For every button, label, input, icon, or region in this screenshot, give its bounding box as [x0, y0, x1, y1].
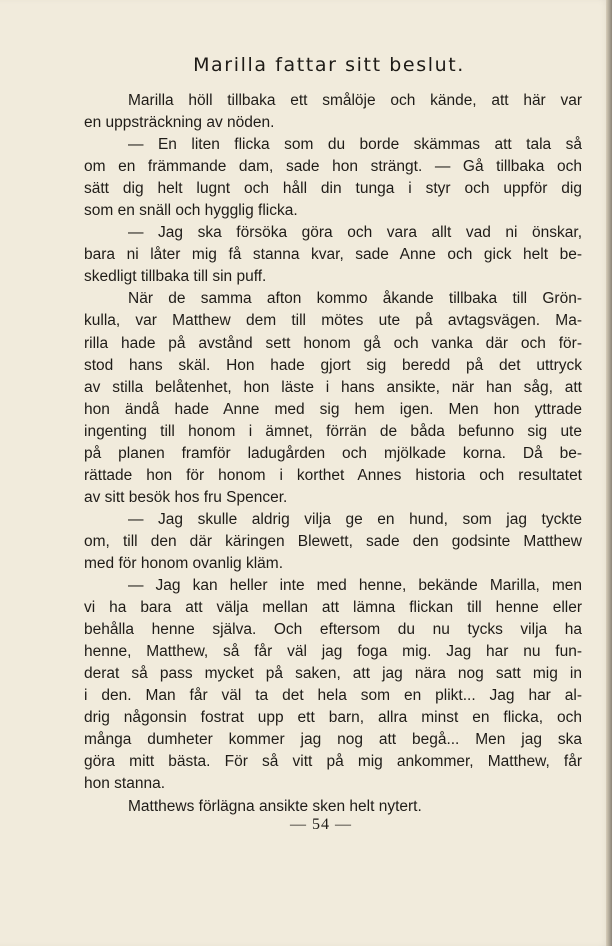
chapter-title: Marilla fattar sitt beslut. [193, 54, 465, 76]
text-line: stod hans skäl. Hon hade gjort sig beredd på det uttryck [84, 356, 582, 374]
text-line: — Jag ska försöka göra och vara allt vad ni önskar, [128, 224, 582, 242]
text-line: sätt dig helt lugnt och håll din tunga i styr och uppför dig [84, 180, 582, 198]
text-line: — En liten flicka som du borde skämmas att tala så [128, 136, 582, 154]
text-line: rättade hon för honom i korthet Annes historia och resultatet [84, 466, 582, 484]
text-line: ingenting till honom i ämnet, förrän de båda befunno sig ute [84, 422, 582, 440]
text-line: kulla, var Matthew dem till mötes ute på avtagsvägen. Ma- [84, 312, 582, 330]
text-line: göra mitt bästa. För så vitt på mig ankommer, Matthew, får [84, 753, 582, 771]
text-line: om en främmande dam, sade hon strängt. — Gå tillbaka och [84, 158, 582, 176]
text-line: hon ändå hade Anne med sig hem igen. Men hon yttrade [84, 400, 582, 418]
text-line: henne, Matthew, så får väl jag foga mig. Jag har nu fun- [84, 643, 582, 661]
text-line: Matthews förlägna ansikte sken helt nytert. [128, 797, 422, 815]
text-line: med för honom ovanlig kläm. [84, 554, 284, 572]
text-line: drig någonsin fostrat upp ett barn, allra minst en flicka, och [84, 709, 582, 727]
text-line: skedligt tillbaka till sin puff. [84, 268, 267, 286]
text-line: om, till den där käringen Blewett, sade den godsinte Matthew [84, 532, 582, 550]
text-line: derat så pass mycket på saken, att jag nära nog satt mig in [84, 665, 582, 683]
text-line: många dumheter kommer jag nog att begå... Men jag ska [84, 731, 582, 749]
text-line: — Jag skulle aldrig vilja ge en hund, som jag tyckte [128, 510, 582, 528]
text-line: behålla henne själva. Och eftersom du nu tycks vilja ha [84, 621, 582, 639]
page-edge-shadow [606, 0, 612, 946]
text-line: i den. Man får väl ta det hela som en plikt... Jag har al- [84, 687, 582, 705]
text-line: När de samma afton kommo åkande tillbaka till Grön- [128, 290, 582, 308]
text-line: rilla hade på avstånd sett honom gå och vanka där och för- [84, 334, 582, 352]
text-line: av stilla belåtenhet, hon läste i hans ansikte, när han såg, att [84, 378, 582, 396]
text-line: på planen framför ladugården och mjölkade korna. Då be- [84, 444, 582, 462]
text-line: som en snäll och hygglig flicka. [84, 202, 298, 220]
text-line: en uppsträckning av nöden. [84, 114, 275, 132]
text-line: vi ha bara att välja mellan att lämna flickan till henne eller [84, 599, 582, 617]
text-line: hon stanna. [84, 775, 166, 793]
text-line: Marilla höll tillbaka ett smålöje och kände, att här var [128, 92, 582, 109]
chapter-body-text [84, 90, 582, 818]
text-line: bara ni låter mig få stanna kvar, sade Anne och gick helt be- [84, 246, 582, 264]
text-line: — Jag kan heller inte med henne, bekände Marilla, men [128, 577, 582, 595]
page-number: — 54 — [290, 816, 352, 833]
text-line: av sitt besök hos fru Spencer. [84, 488, 288, 506]
